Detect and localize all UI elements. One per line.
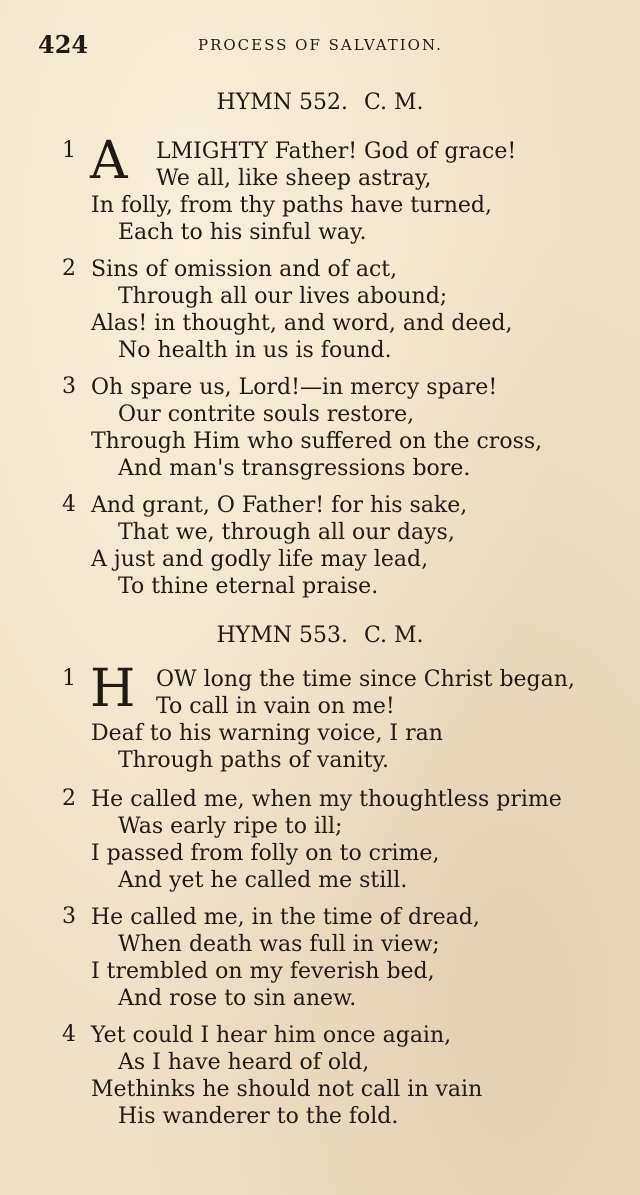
verse-line: Through all our lives abound;: [118, 284, 448, 309]
hymn-553-title: [0, 623, 640, 648]
verse-line: Each to his sinful way.: [118, 220, 367, 245]
hymn-meter: C. M.: [363, 623, 424, 648]
verse-line: Oh spare us, Lord!—in mercy spare!: [91, 375, 498, 400]
verse-line: He called me, in the time of dread,: [91, 905, 480, 930]
verse-number: 2: [62, 786, 76, 811]
verse-number: 2: [62, 256, 76, 281]
verse-line: His wanderer to the fold.: [118, 1104, 399, 1129]
verse-line: LMIGHTY Father! God of grace!: [156, 139, 517, 164]
page-number: 424: [38, 30, 89, 59]
verse-line: I trembled on my feverish bed,: [91, 959, 435, 984]
verse-number: 4: [62, 492, 76, 517]
page-header: [38, 30, 610, 60]
hymn-552-title: [0, 90, 640, 115]
drop-cap: A: [90, 131, 128, 191]
hymn-meter: C. M.: [363, 90, 424, 115]
verse-line: And man's transgressions bore.: [118, 456, 471, 481]
verse-number: 3: [62, 904, 76, 929]
verse-line: As I have heard of old,: [118, 1050, 370, 1075]
hymn-number: HYMN 552.: [216, 90, 348, 115]
running-head: PROCESS OF SALVATION.: [198, 36, 443, 54]
verse-line: Alas! in thought, and word, and deed,: [91, 311, 513, 336]
verse-line: To call in vain on me!: [156, 694, 395, 719]
verse-line: Methinks he should not call in vain: [91, 1077, 483, 1102]
verse-line: Was early ripe to ill;: [118, 814, 343, 839]
verse-line: That we, through all our days,: [118, 520, 455, 545]
verse-line: And grant, O Father! for his sake,: [91, 493, 468, 518]
verse-line: We all, like sheep astray,: [156, 166, 432, 191]
verse-line: When death was full in view;: [118, 932, 440, 957]
verse-number: 1: [62, 666, 76, 691]
verse-line: And rose to sin anew.: [118, 986, 357, 1011]
verse-line: He called me, when my thoughtless prime: [91, 787, 562, 812]
verse-line: Sins of omission and of act,: [91, 257, 398, 282]
verse-number: 4: [62, 1022, 76, 1047]
verse-line: Through Him who suffered on the cross,: [91, 429, 543, 454]
verse-line: A just and godly life may lead,: [91, 547, 429, 572]
verse-line: No health in us is found.: [118, 338, 392, 363]
verse-line: To thine eternal praise.: [118, 574, 379, 599]
verse-line: I passed from folly on to crime,: [91, 841, 440, 866]
verse-line: And yet he called me still.: [118, 868, 408, 893]
drop-cap: H: [90, 659, 136, 719]
verse-line: Deaf to his warning voice, I ran: [91, 721, 443, 746]
verse-number: 1: [62, 138, 76, 163]
verse-line: OW long the time since Christ began,: [156, 667, 575, 692]
hymn-number: HYMN 553.: [216, 623, 348, 648]
verse-line: Yet could I hear him once again,: [91, 1023, 452, 1048]
verse-line: Through paths of vanity.: [118, 748, 389, 773]
verse-number: 3: [62, 374, 76, 399]
verse-line: Our contrite souls restore,: [118, 402, 415, 427]
verse-line: In folly, from thy paths have turned,: [91, 193, 493, 218]
